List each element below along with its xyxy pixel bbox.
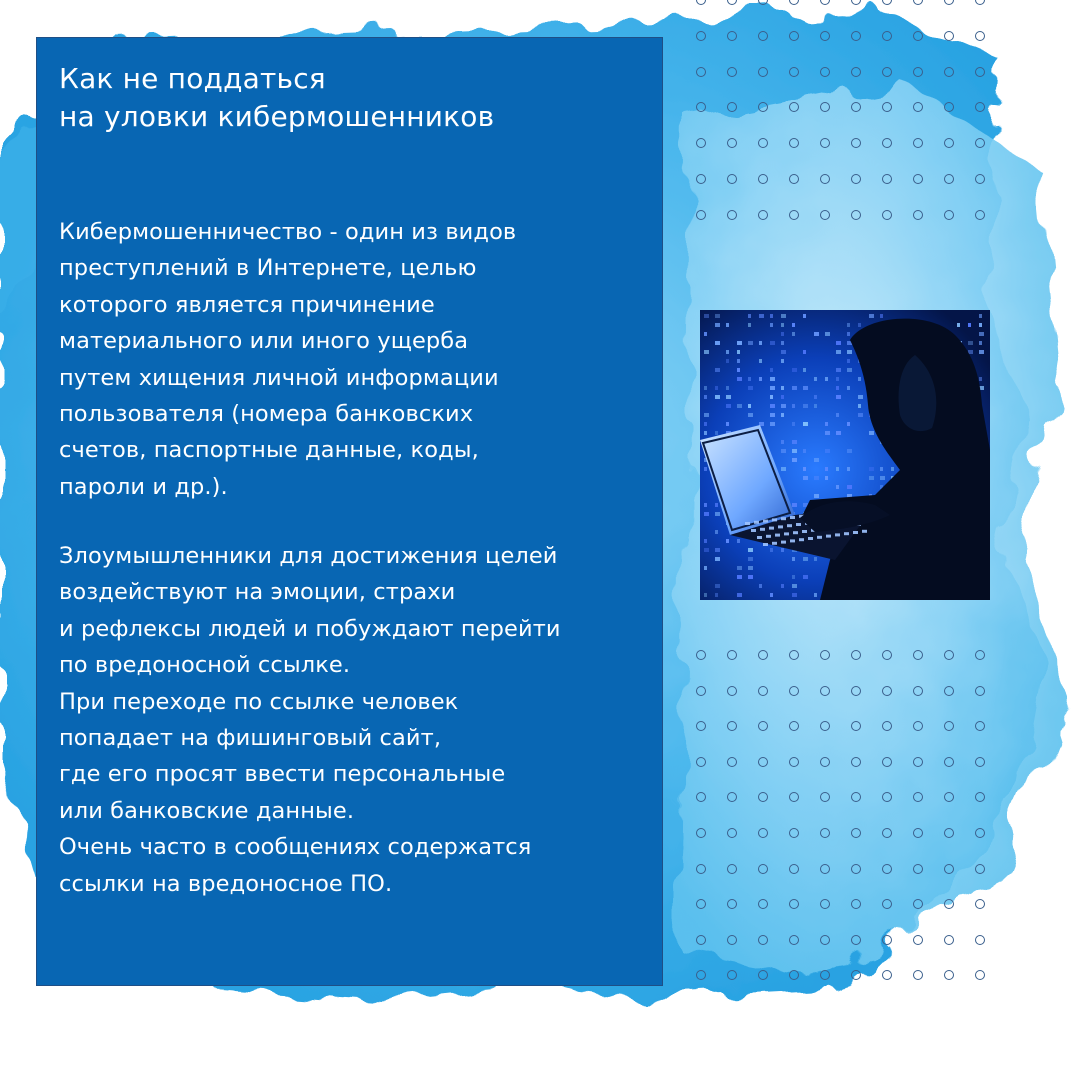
decorative-dot [758, 174, 768, 184]
decorative-dot [727, 0, 737, 5]
decorative-dot [851, 102, 861, 112]
decorative-dot [882, 899, 892, 909]
decorative-dot [975, 828, 985, 838]
decorative-dot [820, 138, 830, 148]
dot-grid-bottom [696, 650, 1006, 1006]
decorative-dot [851, 174, 861, 184]
decorative-dot [882, 686, 892, 696]
decorative-dot [882, 970, 892, 980]
decorative-dot [913, 757, 923, 767]
decorative-dot [913, 970, 923, 980]
decorative-dot [975, 67, 985, 77]
panel-title [59, 60, 494, 136]
paragraph-line: Кибермошенничество - один из видов [59, 219, 517, 245]
decorative-dot [944, 31, 954, 41]
decorative-dot [882, 792, 892, 802]
decorative-dot [758, 757, 768, 767]
tactics-paragraph [59, 538, 561, 902]
decorative-dot [913, 67, 923, 77]
decorative-dot [975, 174, 985, 184]
decorative-dot [975, 102, 985, 112]
decorative-dot [696, 650, 706, 660]
decorative-dot [789, 31, 799, 41]
decorative-dot [851, 31, 861, 41]
paragraph-line: путем хищения личной информации [59, 364, 499, 391]
decorative-dot [789, 0, 799, 5]
paragraph-line: ссылки на вредоносное ПО. [59, 870, 393, 897]
decorative-dot [882, 174, 892, 184]
decorative-dot [758, 67, 768, 77]
panel-title-line: на уловки кибермошенников [59, 100, 495, 133]
decorative-dot [913, 174, 923, 184]
decorative-dot [758, 864, 768, 874]
decorative-dot [944, 650, 954, 660]
decorative-dot [944, 828, 954, 838]
decorative-dot [820, 864, 830, 874]
paragraph-line: преступлений в Интернете, целью [59, 255, 477, 282]
decorative-dot [944, 174, 954, 184]
decorative-dot [820, 828, 830, 838]
paragraph-line: пароли и др.). [59, 473, 228, 500]
decorative-dot [913, 721, 923, 731]
decorative-dot [882, 721, 892, 731]
decorative-dot [758, 792, 768, 802]
decorative-dot [851, 935, 861, 945]
paragraph-line: и рефлексы людей и побуждают перейти [59, 615, 561, 642]
decorative-dot [727, 210, 737, 220]
decorative-dot [975, 210, 985, 220]
decorative-dot [851, 686, 861, 696]
decorative-dot [975, 899, 985, 909]
decorative-dot [975, 757, 985, 767]
decorative-dot [758, 686, 768, 696]
decorative-dot [851, 864, 861, 874]
paragraph-line: Очень часто в сообщениях содержатся [59, 834, 532, 861]
decorative-dot [758, 935, 768, 945]
decorative-dot [913, 102, 923, 112]
decorative-dot [789, 138, 799, 148]
decorative-dot [913, 935, 923, 945]
decorative-dot [944, 102, 954, 112]
decorative-dot [975, 864, 985, 874]
decorative-dot [975, 935, 985, 945]
decorative-dot [913, 828, 923, 838]
paragraph-line: по вредоносной ссылке. [59, 652, 351, 679]
decorative-dot [696, 102, 706, 112]
decorative-dot [789, 174, 799, 184]
decorative-dot [882, 828, 892, 838]
decorative-dot [758, 102, 768, 112]
paragraph-line: где его просят ввести персональные [59, 761, 506, 788]
decorative-dot [944, 138, 954, 148]
decorative-dot [975, 792, 985, 802]
decorative-dot [882, 138, 892, 148]
decorative-dot [727, 899, 737, 909]
decorative-dot [913, 650, 923, 660]
decorative-dot [851, 899, 861, 909]
decorative-dot [696, 792, 706, 802]
decorative-dot [913, 864, 923, 874]
decorative-dot [789, 757, 799, 767]
decorative-dot [913, 210, 923, 220]
paragraph-line: счетов, паспортные данные, коды, [59, 437, 479, 464]
paragraph-line: При переходе по ссылке человек [59, 688, 459, 715]
decorative-dot [944, 792, 954, 802]
decorative-dot [820, 899, 830, 909]
decorative-dot [789, 67, 799, 77]
hacker-photo [700, 310, 990, 600]
decorative-dot [727, 102, 737, 112]
paragraph-line: Злоумышленники для достижения целей [59, 543, 558, 569]
decorative-dot [913, 899, 923, 909]
decorative-dot [944, 67, 954, 77]
decorative-dot [820, 0, 830, 5]
decorative-dot [727, 828, 737, 838]
decorative-dot [696, 864, 706, 874]
decorative-dot [944, 935, 954, 945]
decorative-dot [882, 864, 892, 874]
decorative-dot [820, 970, 830, 980]
decorative-dot [696, 174, 706, 184]
decorative-dot [789, 102, 799, 112]
decorative-dot [758, 721, 768, 731]
decorative-dot [789, 899, 799, 909]
decorative-dot [696, 138, 706, 148]
decorative-dot [696, 686, 706, 696]
decorative-dot [975, 970, 985, 980]
dot-grid-top [696, 0, 1006, 251]
decorative-dot [696, 828, 706, 838]
decorative-dot [851, 721, 861, 731]
decorative-dot [975, 686, 985, 696]
decorative-dot [944, 864, 954, 874]
decorative-dot [696, 970, 706, 980]
decorative-dot [851, 792, 861, 802]
definition-paragraph [59, 214, 516, 505]
decorative-dot [727, 970, 737, 980]
decorative-dot [851, 650, 861, 660]
paragraph-line: воздействуют на эмоции, страхи [59, 579, 456, 606]
decorative-dot [882, 102, 892, 112]
decorative-dot [975, 0, 985, 5]
decorative-dot [727, 792, 737, 802]
decorative-dot [975, 650, 985, 660]
decorative-dot [882, 31, 892, 41]
decorative-dot [882, 210, 892, 220]
decorative-dot [944, 899, 954, 909]
decorative-dot [727, 686, 737, 696]
decorative-dot [913, 138, 923, 148]
decorative-dot [975, 721, 985, 731]
decorative-dot [820, 102, 830, 112]
decorative-dot [789, 210, 799, 220]
decorative-dot [696, 935, 706, 945]
decorative-dot [820, 650, 830, 660]
decorative-dot [789, 686, 799, 696]
decorative-dot [820, 935, 830, 945]
decorative-dot [944, 721, 954, 731]
decorative-dot [975, 31, 985, 41]
decorative-dot [820, 31, 830, 41]
decorative-dot [882, 935, 892, 945]
decorative-dot [758, 0, 768, 5]
decorative-dot [820, 792, 830, 802]
decorative-dot [820, 757, 830, 767]
paragraph-line: попадает на фишинговый сайт, [59, 725, 442, 752]
decorative-dot [758, 828, 768, 838]
decorative-dot [727, 935, 737, 945]
decorative-dot [882, 757, 892, 767]
decorative-dot [882, 0, 892, 5]
decorative-dot [696, 0, 706, 5]
decorative-dot [696, 721, 706, 731]
decorative-dot [851, 210, 861, 220]
decorative-dot [789, 864, 799, 874]
panel-title-line: Как не поддаться [59, 62, 326, 95]
decorative-dot [758, 210, 768, 220]
decorative-dot [758, 650, 768, 660]
decorative-dot [975, 138, 985, 148]
paragraph-line: которого является причинение [59, 291, 435, 318]
decorative-dot [882, 650, 892, 660]
decorative-dot [727, 138, 737, 148]
decorative-dot [696, 757, 706, 767]
decorative-dot [696, 210, 706, 220]
decorative-dot [789, 721, 799, 731]
decorative-dot [913, 792, 923, 802]
decorative-dot [851, 0, 861, 5]
decorative-dot [820, 686, 830, 696]
decorative-dot [944, 970, 954, 980]
decorative-dot [851, 970, 861, 980]
decorative-dot [944, 0, 954, 5]
decorative-dot [913, 31, 923, 41]
decorative-dot [696, 31, 706, 41]
decorative-dot [944, 686, 954, 696]
decorative-dot [851, 828, 861, 838]
decorative-dot [758, 899, 768, 909]
decorative-dot [727, 757, 737, 767]
decorative-dot [696, 67, 706, 77]
decorative-dot [820, 210, 830, 220]
decorative-dot [851, 138, 861, 148]
decorative-dot [789, 650, 799, 660]
paragraph-line: пользователя (номера банковских [59, 401, 474, 428]
decorative-dot [820, 721, 830, 731]
paragraph-line: или банковские данные. [59, 797, 355, 824]
decorative-dot [789, 935, 799, 945]
decorative-dot [944, 210, 954, 220]
decorative-dot [851, 757, 861, 767]
decorative-dot [789, 792, 799, 802]
paragraph-line: материального или иного ущерба [59, 328, 469, 355]
decorative-dot [727, 67, 737, 77]
decorative-dot [820, 67, 830, 77]
decorative-dot [789, 828, 799, 838]
decorative-dot [789, 970, 799, 980]
decorative-dot [727, 864, 737, 874]
decorative-dot [727, 31, 737, 41]
decorative-dot [758, 31, 768, 41]
decorative-dot [758, 138, 768, 148]
decorative-dot [727, 174, 737, 184]
decorative-dot [820, 174, 830, 184]
decorative-dot [913, 686, 923, 696]
decorative-dot [913, 0, 923, 5]
decorative-dot [882, 67, 892, 77]
info-panel [36, 37, 663, 986]
decorative-dot [727, 721, 737, 731]
decorative-dot [727, 650, 737, 660]
decorative-dot [944, 757, 954, 767]
decorative-dot [851, 67, 861, 77]
decorative-dot [696, 899, 706, 909]
decorative-dot [758, 970, 768, 980]
